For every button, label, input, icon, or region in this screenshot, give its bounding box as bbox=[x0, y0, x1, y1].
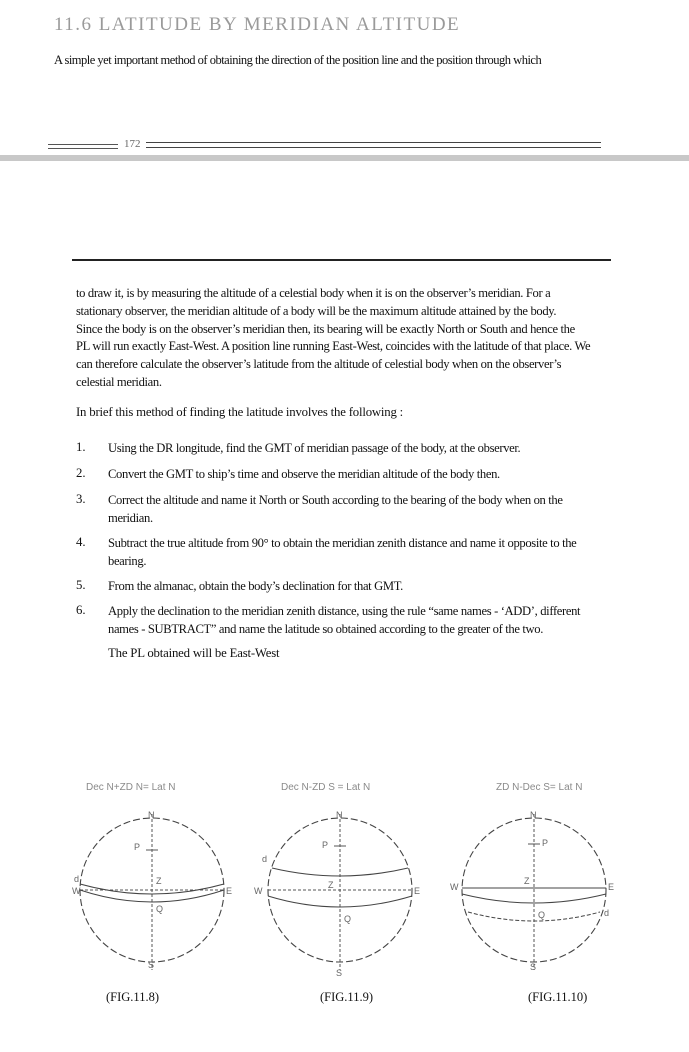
figure-equation: Dec N-ZD S = Lat N bbox=[281, 782, 371, 793]
step-number: 5. bbox=[76, 578, 86, 592]
step-line: Correct the altitude and name it North or South according to the bearing of the body when on the bbox=[108, 493, 563, 507]
top-rule bbox=[72, 259, 611, 261]
figure-caption: (FIG.11.10) bbox=[528, 990, 588, 1004]
step-text bbox=[108, 466, 636, 484]
paragraph-line: can therefore calculate the observer’s latitude from the altitude of celestial body when on the observer’s bbox=[76, 357, 562, 372]
step-number: 1. bbox=[76, 440, 86, 454]
section-heading: 11.6 LATITUDE BY MERIDIAN ALTITUDE bbox=[54, 14, 461, 35]
label-n: N bbox=[530, 810, 537, 820]
label-e: E bbox=[226, 886, 233, 896]
label-e: E bbox=[414, 886, 421, 896]
label-s: S bbox=[148, 960, 155, 970]
label-p: P bbox=[322, 840, 329, 850]
figure-11-10-diagram bbox=[444, 800, 624, 980]
label-p: P bbox=[542, 838, 549, 848]
figure-11-9-diagram bbox=[250, 800, 430, 980]
step-line: Apply the declination to the meridian zenith distance, using the rule “same names - ‘ADD’, different bbox=[108, 604, 581, 618]
label-w: W bbox=[450, 882, 459, 892]
step-number: 6. bbox=[76, 603, 86, 617]
step-line: Convert the GMT to ship’s time and observe the meridian altitude of the body then. bbox=[108, 467, 500, 481]
step-line: meridian. bbox=[108, 510, 153, 525]
label-q: Q bbox=[344, 914, 352, 924]
label-q: Q bbox=[156, 904, 164, 914]
pl-note: The PL obtained will be East-West bbox=[108, 646, 280, 660]
label-s: S bbox=[336, 968, 343, 978]
page-divider bbox=[0, 155, 689, 161]
page-number: 172 bbox=[124, 138, 141, 150]
step-number: 4. bbox=[76, 535, 86, 549]
step-number: 2. bbox=[76, 466, 86, 480]
label-n: N bbox=[336, 810, 343, 820]
paragraph-line: celestial meridian. bbox=[76, 374, 162, 389]
step-line: names - SUBTRACT” and name the latitude so obtained according to the greater of the two. bbox=[108, 621, 544, 636]
figure-equation: Dec N+ZD N= Lat N bbox=[86, 782, 176, 793]
label-n: N bbox=[148, 810, 155, 820]
label-p: P bbox=[134, 842, 141, 852]
step-text bbox=[108, 492, 636, 527]
intro-line: A simple yet important method of obtaining the direction of the position line and the position through which bbox=[54, 53, 542, 67]
step-text bbox=[108, 440, 636, 458]
label-q: Q bbox=[538, 910, 546, 920]
label-d: d bbox=[262, 854, 268, 864]
step-number: 3. bbox=[76, 492, 86, 506]
step-text bbox=[108, 578, 636, 596]
body-paragraph bbox=[76, 285, 632, 392]
paragraph-line: Since the body is on the observer’s meridian then, its bearing will be exactly North or South and hence the bbox=[76, 321, 575, 336]
step-text bbox=[108, 603, 636, 638]
label-d: d bbox=[74, 874, 80, 884]
figure-equation: ZD N-Dec S= Lat N bbox=[496, 782, 583, 793]
label-w: W bbox=[72, 886, 81, 896]
paragraph-line: to draw it, is by measuring the altitude of a celestial body when it is on the observer’s meridian. For a bbox=[76, 286, 551, 300]
step-text bbox=[108, 535, 636, 570]
rule-left bbox=[48, 144, 118, 149]
brief-intro: In brief this method of finding the latitude involves the following : bbox=[76, 405, 404, 419]
step-line: bearing. bbox=[108, 553, 147, 568]
label-s: S bbox=[530, 962, 537, 972]
label-z: Z bbox=[328, 880, 334, 890]
label-e: E bbox=[608, 882, 615, 892]
step-line: Subtract the true altitude from 90° to obtain the meridian zenith distance and name it opposite to the bbox=[108, 536, 577, 550]
figure-caption: (FIG.11.9) bbox=[320, 990, 374, 1004]
label-z: Z bbox=[524, 876, 530, 886]
figure-11-8-diagram bbox=[62, 800, 242, 980]
step-line: Using the DR longitude, find the GMT of meridian passage of the body, at the observer. bbox=[108, 441, 521, 455]
rule-right bbox=[146, 142, 601, 148]
paragraph-line: stationary observer, the meridian altitude of a body will be the maximum altitude attained by the body. bbox=[76, 303, 557, 318]
paragraph-line: PL will run exactly East-West. A position line running East-West, coincides with the latitude of that place. We bbox=[76, 339, 591, 354]
label-w: W bbox=[254, 886, 263, 896]
label-z: Z bbox=[156, 876, 162, 886]
step-line: From the almanac, obtain the body’s declination for that GMT. bbox=[108, 579, 403, 593]
label-d: d bbox=[604, 908, 610, 918]
figure-caption: (FIG.11.8) bbox=[106, 990, 160, 1004]
